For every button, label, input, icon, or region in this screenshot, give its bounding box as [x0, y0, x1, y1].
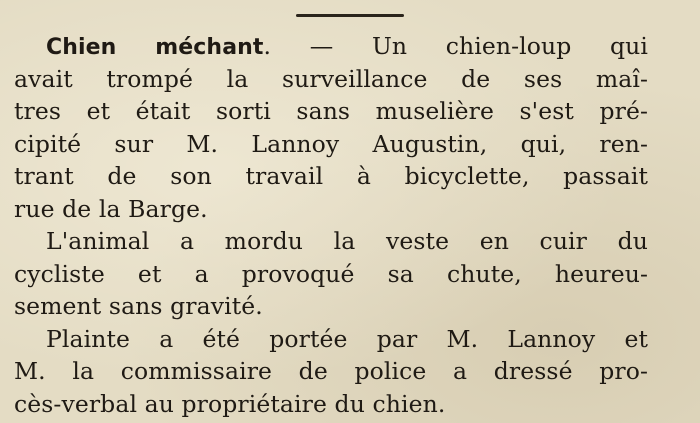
article-line: sement sans gravité. [14, 292, 263, 320]
article-headline: Chien méchant [46, 35, 264, 60]
article-line: cycliste et a provoqué sa chute, heureu- [14, 259, 648, 288]
news-article [14, 30, 648, 420]
separator-rule [296, 14, 404, 17]
article-line: cès-verbal au propriétaire du chien. [14, 389, 446, 418]
article-line: Plainte a été portée par M. Lannoy et [46, 324, 648, 353]
article-line: avait trompé la surveillance de ses maî- [14, 64, 648, 93]
article-line: tres et était sorti sans muselière s'est pré- [14, 97, 648, 125]
article-line: L'animal a mordu la veste en cuir du [46, 227, 648, 255]
article-line: rue de la Barge. [14, 194, 208, 223]
article-line: M. la commissaire de police a dressé pro- [14, 357, 648, 385]
article-line: trant de son travail à bicyclette, passait [14, 162, 648, 190]
article-line: cipité sur M. Lannoy Augustin, qui, ren- [14, 129, 648, 158]
article-line: Chien méchant. — Un chien-loup qui [46, 32, 648, 60]
